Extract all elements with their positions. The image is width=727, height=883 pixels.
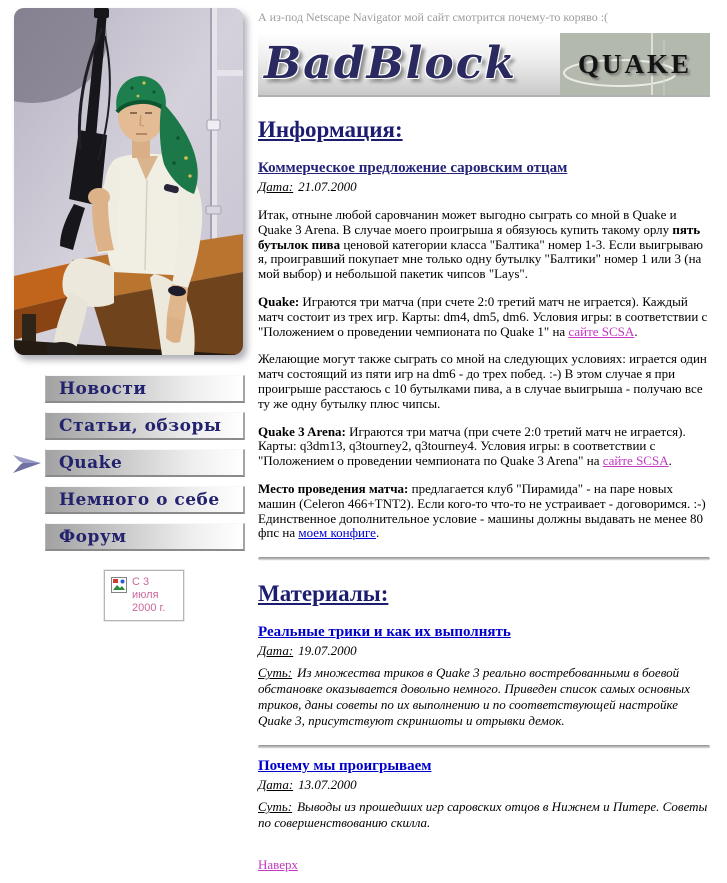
sidebar-item-forum[interactable]: Форум (45, 523, 245, 551)
article-dateline (258, 643, 710, 659)
summary-text: Выводы из прошедших игр саровских отцов в Нижнем и Питере. Советы по совершенствованию скилла. (258, 799, 708, 831)
back-to-top-link[interactable]: Наверх (258, 857, 298, 873)
sidebar-item-about[interactable]: Немного о себе (45, 486, 245, 514)
summary-label: Суть: (258, 799, 293, 815)
article-dateline (258, 777, 710, 793)
badblock-logo-text: BadBlock (264, 38, 517, 89)
article-link-why-we-lose[interactable]: Почему мы проигрываем (258, 758, 432, 775)
text-run: . (634, 323, 638, 339)
text-run: Quake: (258, 293, 300, 309)
date-value: 13.07.2000 (298, 777, 357, 793)
inline-link[interactable]: моем конфиге (298, 525, 376, 541)
divider (258, 745, 710, 749)
paragraph-offer (258, 208, 710, 282)
paragraph-quake3 (258, 425, 710, 469)
netscape-note: А из-под Netscape Navigator мой сайт смотрится почему-то коряво :( (258, 10, 609, 24)
sidebar-item-quake[interactable]: Quake (45, 449, 245, 477)
since-text: С 3 июля 2000 г. (132, 576, 166, 614)
main-content (258, 8, 710, 874)
site-banner (258, 33, 710, 97)
date-value: 21.07.2000 (298, 179, 357, 194)
inline-link[interactable]: сайте SCSA (568, 323, 635, 339)
text-run: . (668, 453, 672, 469)
quake-badge-text: QUAKE (577, 48, 692, 79)
text-run: . (375, 525, 380, 541)
text-run: ценовой категории класса "Балтика" номер 1-3. Если выигрываю я, проигравший покупает мне только одну бутылку "Балтики" номер 1 или 3 (на мой выбор) и небольшой пакетик чипсов "Lays". (258, 236, 703, 282)
divider (258, 557, 710, 561)
date-label: Дата: (258, 179, 294, 194)
sidebar-item-articles[interactable]: Статьи, обзоры (45, 412, 245, 440)
badblock-logo (258, 33, 560, 95)
text-run: Желающие могут также сыграть со мной на следующих условиях: играется один матч состоящий из пяти игр на dm6 - до трех побед. :-) В этом случае я при проигрыше расстаюсь с 10 бутылками пива, а в случае выигрыша - получаю все ту же одну бутылку плюс чипсы. (258, 351, 707, 411)
article-link-commercial-offer[interactable]: Коммерческое предложение саровским отцам (258, 160, 568, 176)
sidebar-nav (45, 375, 245, 560)
section-title-info: Информация: (258, 117, 403, 142)
section-title-materials: Материалы: (258, 581, 389, 607)
text-run: Итак, отныне любой саровчанин может выгодно сыграть со мной в Quake и Quake 3 Arena. В случае моего проигрыша я обязуюсь купить такому орлу (258, 207, 677, 237)
paragraph-extra-terms (258, 352, 710, 411)
date-label: Дата: (258, 777, 294, 793)
date-label: Дата: (258, 643, 294, 659)
since-badge (104, 570, 184, 621)
text-run: Место проведения матча: (258, 480, 409, 496)
article-summary (258, 665, 710, 729)
active-item-arrow-icon (13, 452, 43, 476)
summary-text: Из множества триков в Quake 3 реально востребованными в боевой обстановке оказывается довольно немного. Приведен список самых основных триков, даны советы по их выполнению и по соответствующей настройке Quake 3, присутствуют скриншоты и отрывки демок. (258, 665, 691, 729)
summary-label: Суть: (258, 665, 293, 681)
text-run: Играются три матча (при счете 2:0 третий матч не играется). Каждый матч состоит из трех игр. Карты: dm4, dm5, dm6. Условия игры: в соответствии с "Положением о проведении чемпионата по Quake 1" на (258, 293, 708, 339)
text-run: пять бутылок пива (258, 221, 701, 252)
broken-image-icon (111, 577, 127, 593)
paragraph-venue (258, 482, 710, 541)
article-dateline (258, 179, 710, 195)
sidebar-item-news[interactable]: Новости (45, 375, 245, 403)
inline-link[interactable]: сайте SCSA (602, 453, 669, 469)
quake-badge (560, 33, 710, 95)
hero-photo (14, 8, 243, 355)
text-run: Quake 3 Arena: (258, 423, 346, 439)
text-run: предлагается клуб "Пирамида" - на паре новых машин (Celeron 466+TNT2). Если кого-то что-то не устраивает - договоримся. :-) Единственное дополнительное условие - машины должны выдавать не менее 80 фпс на (258, 480, 706, 541)
hero-photo-illustration (14, 8, 243, 355)
article-link-tricks[interactable]: Реальные трики и как их выполнять (258, 624, 511, 641)
text-run: Играются три матча (при счете 2:0 третий матч не играется). Карты: q3dm13, q3tourney2, q3tourney4. Условия игры: в соответствии с "Положением о проведении чемпионата по Quake 3 Arena" на (258, 423, 686, 469)
date-value: 19.07.2000 (298, 643, 357, 659)
article-summary (258, 799, 710, 831)
paragraph-quake (258, 295, 710, 339)
